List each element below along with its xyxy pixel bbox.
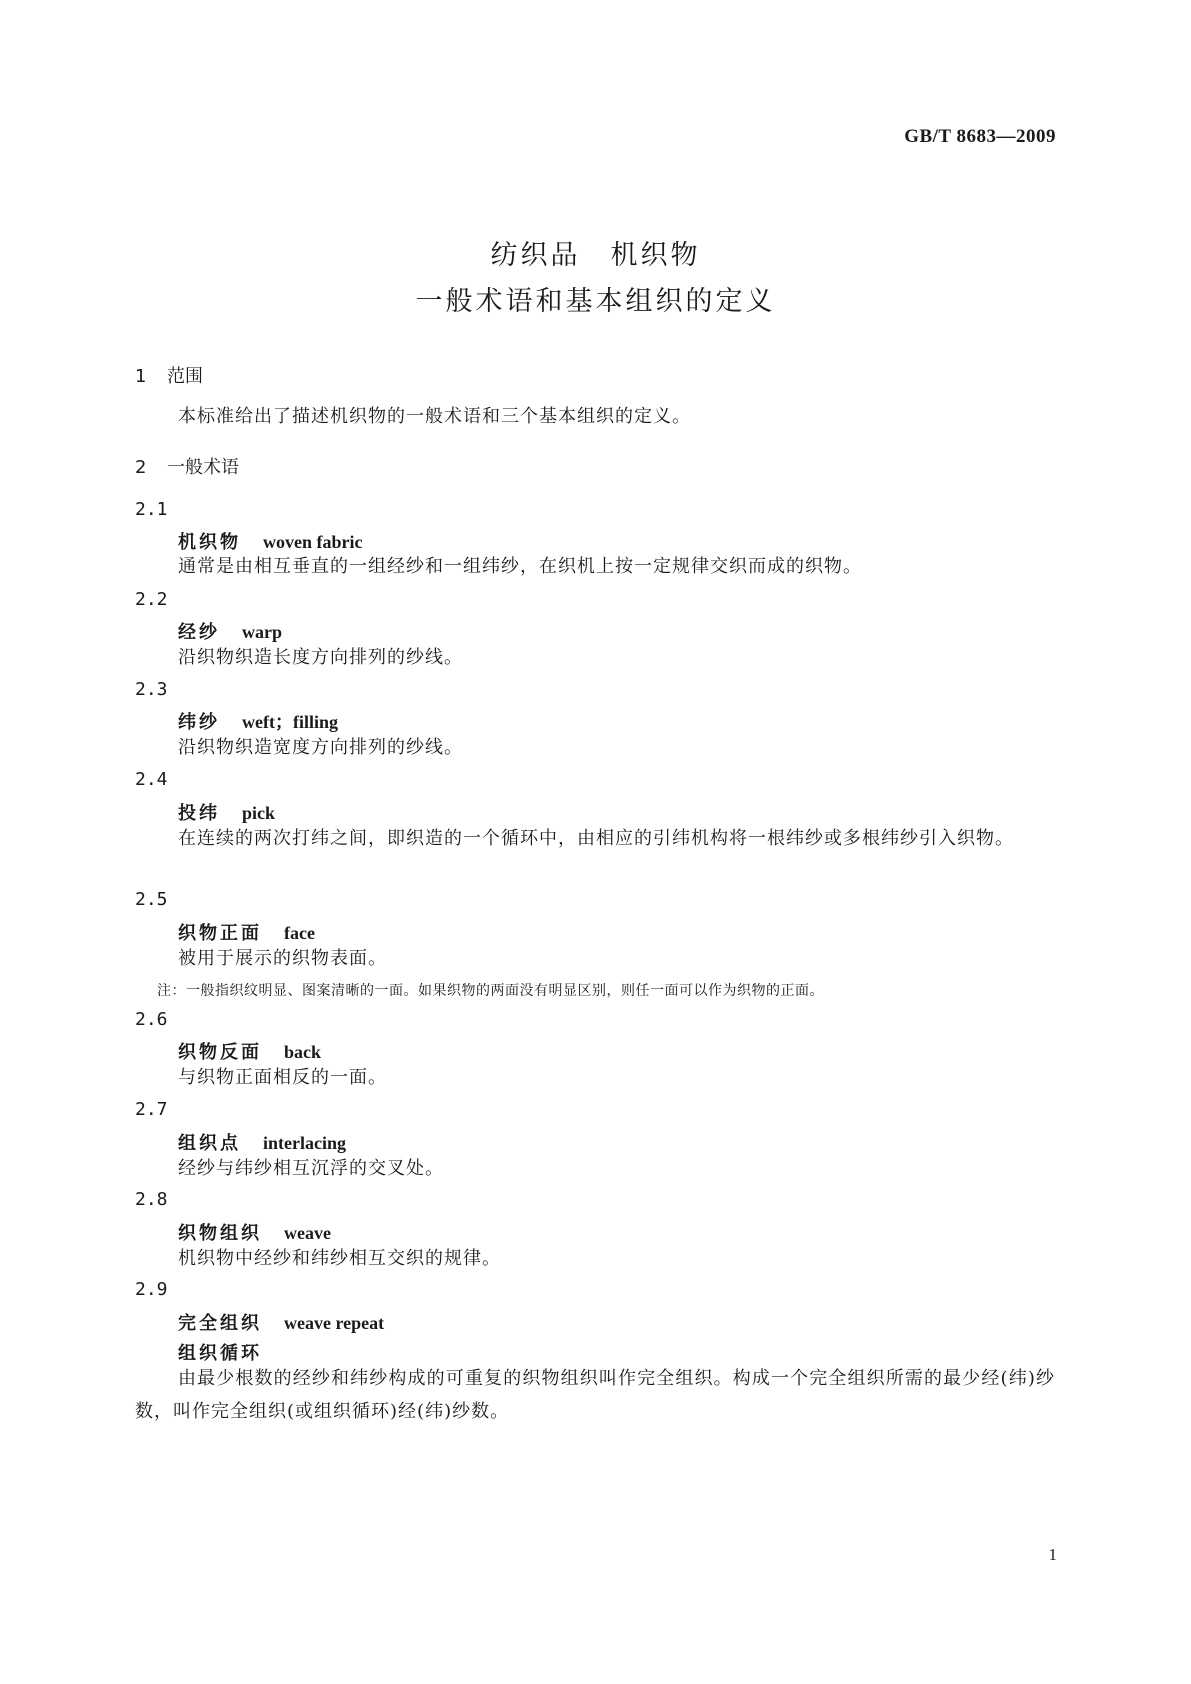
term-zh: 织物组织 <box>178 1223 262 1244</box>
term-note: 注：一般指织纹明显、图案清晰的一面。如果织物的两面没有明显区别，则任一面可以作为织物的正面。 <box>157 983 824 999</box>
term-en: interlacing <box>263 1133 346 1153</box>
standard-code: GB/T 8683—2009 <box>904 126 1056 147</box>
term-number: 2.9 <box>135 1279 168 1300</box>
term-en: weave repeat <box>284 1313 385 1333</box>
section-number: 1 <box>135 366 147 387</box>
term-zh: 经纱 <box>178 622 220 643</box>
term-zh: 织物反面 <box>178 1042 262 1063</box>
term-definition: 沿织物织造宽度方向排列的纱线。 <box>178 737 463 758</box>
term-zh: 织物正面 <box>178 923 262 944</box>
term-number: 2.6 <box>135 1009 168 1030</box>
document-title-line-1: 纺织品 机织物 <box>490 240 701 271</box>
term-heading <box>178 1309 384 1335</box>
section-title: 一般术语 <box>167 457 239 478</box>
term-number: 2.8 <box>135 1189 168 1210</box>
term-en: weft；filling <box>242 712 338 732</box>
section-heading-general-terms <box>135 453 239 479</box>
section-heading-scope <box>135 362 203 388</box>
term-zh: 纬纱 <box>178 712 220 733</box>
term-en: woven fabric <box>263 532 363 552</box>
term-definition: 机织物中经纱和纬纱相互交织的规律。 <box>178 1248 501 1269</box>
term-en: face <box>284 923 315 943</box>
term-zh: 投纬 <box>178 803 220 824</box>
page-number: 1 <box>1048 1545 1057 1564</box>
term-number: 2.1 <box>135 499 168 520</box>
section-title: 范围 <box>167 366 203 387</box>
document-title-line-2: 一般术语和基本组织的定义 <box>415 286 776 317</box>
term-definition: 在连续的两次打纬之间，即织造的一个循环中，由相应的引纬机构将一根纬纱或多根纬纱引入织物。 <box>178 828 1014 849</box>
term-definition: 与织物正面相反的一面。 <box>178 1067 387 1088</box>
term-zh: 完全组织 <box>178 1313 262 1334</box>
term-en: warp <box>242 622 282 642</box>
term-en: pick <box>242 803 276 823</box>
term-definition: 被用于展示的织物表面。 <box>178 948 387 969</box>
term-definition: 由最少根数的经纱和纬纱构成的可重复的织物组织叫作完全组织。构成一个完全组织所需的最少经(纬)纱数，叫作完全组织(或组织循环)经(纬)纱数。 <box>135 1368 1055 1422</box>
section-number: 2 <box>135 457 147 478</box>
term-en: weave <box>284 1223 331 1243</box>
term-number: 2.2 <box>135 589 168 610</box>
term-number: 2.7 <box>135 1099 168 1120</box>
term-number: 2.4 <box>135 769 168 790</box>
term-number: 2.3 <box>135 679 168 700</box>
term-definition: 通常是由相互垂直的一组经纱和一组纬纱，在织机上按一定规律交织而成的织物。 <box>178 556 862 577</box>
term-definition: 沿织物织造长度方向排列的纱线。 <box>178 647 463 668</box>
term-number: 2.5 <box>135 889 168 910</box>
term-definition: 经纱与纬纱相互沉浮的交叉处。 <box>178 1158 444 1179</box>
term-en: back <box>284 1042 322 1062</box>
term-zh: 机织物 <box>178 532 241 553</box>
scope-paragraph: 本标准给出了描述机织物的一般术语和三个基本组织的定义。 <box>178 406 691 427</box>
term-alt-zh: 组织循环 <box>178 1343 262 1364</box>
term-zh: 组织点 <box>178 1133 241 1154</box>
